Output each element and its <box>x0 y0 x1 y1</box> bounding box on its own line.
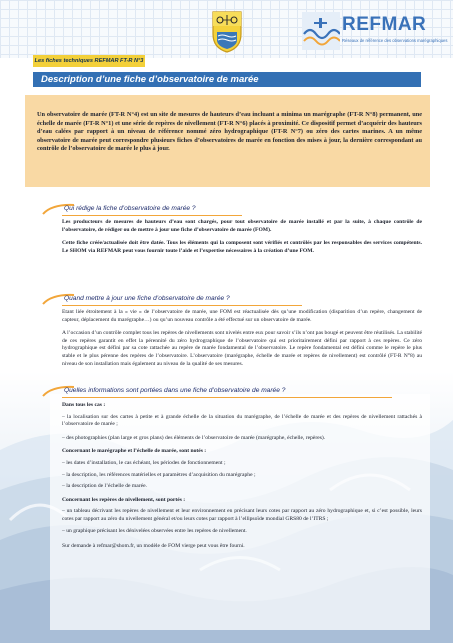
intro-box <box>25 95 430 187</box>
page-title: Description d’une fiche d’observatoire de marée <box>33 72 421 87</box>
benchmarks-label: Concernant les repères de nivellement, sont portés : <box>62 496 186 503</box>
section-heading-what: Quelles informations sont portées dans une fiche d’observatoire de marée ? <box>64 387 286 394</box>
section-body-what <box>62 402 422 557</box>
shom-logo <box>209 10 245 54</box>
refmar-subtitle: Réseaux de référence des observations marégraphiques <box>342 38 448 43</box>
gauge-label: Concernant le marégraphe et l’échelle de marée, sont notés : <box>62 448 207 455</box>
refmar-logo <box>300 8 450 54</box>
list-item: – un tableau décrivant les repères de nivellement et leur environnement en précisant leurs cotes par rapport au zéro hydrographique et, si c’est possible, leurs cotes par rapport au zéro du nivellement général et/ou leurs cotes par rapport à l’ellipsoïde mondial GRS80 de l’ITRS ; <box>62 508 422 522</box>
paragraph: Les producteurs de mesures de hauteurs d’eau sont chargés, pour tout observatoire de marée installé et par la suite, à chaque contrôle de l’observatoire, de rédiger ou de mettre à jour une fiche d’observatoire de marée (FOM). <box>62 219 422 233</box>
list-item: – la description de l’échelle de marée. <box>62 483 147 490</box>
section-underline <box>62 305 302 306</box>
tech-sheet-tag: Les fiches techniques REFMAR FT-R N°3 <box>33 55 145 67</box>
section-underline <box>62 397 392 398</box>
list-item: – la description, les références matérielles et paramètres d’acquisition du marégraphe ; <box>62 471 256 478</box>
list-item: – les dates d’installation, le cas échéant, les périodes de fonctionnement ; <box>62 459 226 466</box>
list-item: – des photographies (plan large et gros plans) des éléments de l’observatoire de marée (marégraphe, échelle, repères). <box>62 434 326 441</box>
paragraph: Etant liée étroitement à la « vie » de l’observatoire de marée, une FOM est réactualisée dès qu’une modification (disparition d’un repère, changement de capteur, déplacement du marégraphe…) ou qu’un nouveau contrôle a été effectué sur un observatoire de marée. <box>62 309 422 323</box>
section-body-when <box>62 309 422 374</box>
all-cases-label: Dans tous les cas : <box>62 402 106 408</box>
refmar-wave-icon <box>302 12 340 50</box>
closing-note: Sur demande à refmar@shom.fr, un modèle de FOM vierge peut vous être fourni. <box>62 543 245 550</box>
intro-text: Un observatoire de marée (FT-R N°4) est un site de mesures de hauteurs d’eau incluant a minima un marégraphe (FT-R N°8) permanent, une échelle de marée (FT-R N°1) et une série de repères de nivellement (FT-R N°6) placés à proximité. Ce dispositif permet d’acquérir des hauteurs d’eau calées par rapport à un niveau de référence nommé zéro hydrographique (FT-R N°7) ou zéro des cartes marines. A un même observatoire de marée peut correspondre plusieurs fiches d’observatoires de marée en fonction des mises à jour, la dernière correspondant au contrôle de l’observatoire de marée le plus à jour. <box>37 111 422 153</box>
list-item: – un graphique précisant les dénivelées observées entre les repères de nivellement. <box>62 527 247 534</box>
paragraph: Cette fiche créée/actualisée doit être datée. Tous les éléments qui la composent sont vérifiés et contrôlés par les responsables des services compétents. Le SHOM via REFMAR peut vous fournir toute l’aide et l’expertise nécessaires à la création d’une FOM. <box>62 240 422 254</box>
refmar-name: REFMAR <box>342 14 427 35</box>
section-underline <box>62 215 242 216</box>
paragraph: A l’occasion d’un contrôle complet tous les repères de nivellements sont nivelés entre eux pour savoir s’ils n’ont pas bougé et peuvent être réutilisés. La stabilité de ces repères garantit en effet la pérennité du zéro hydrographique de l’observatoire qui est prioritairement défini par rapport à ces repères. Ce zéro hydrographique est défini par sa cote rattachée au repère de marée fondamental de l’observatoire. Le repère fondamental est défini comme le repère le plus stable et le plus pérenne des repères de l’observatoire. L’observatoire (marégraphe, échelle de marée et repères de nivellement) est contrôlé (FT-R N°8) au niveau de son installation mais également au niveau de la qualité de ses mesures. <box>62 330 422 367</box>
section-heading-who: Qui rédige la fiche d’observatoire de marée ? <box>64 205 196 212</box>
section-heading-when: Quand mettre à jour une fiche d’observatoire de marée ? <box>64 295 230 302</box>
section-body-who <box>62 219 422 261</box>
list-item: – la localisation sur des cartes à petite et à grande échelle de la situation du marégraphe, de l’échelle de marée et des repères de nivellement rattachés à l’observatoire de marée ; <box>62 413 422 428</box>
